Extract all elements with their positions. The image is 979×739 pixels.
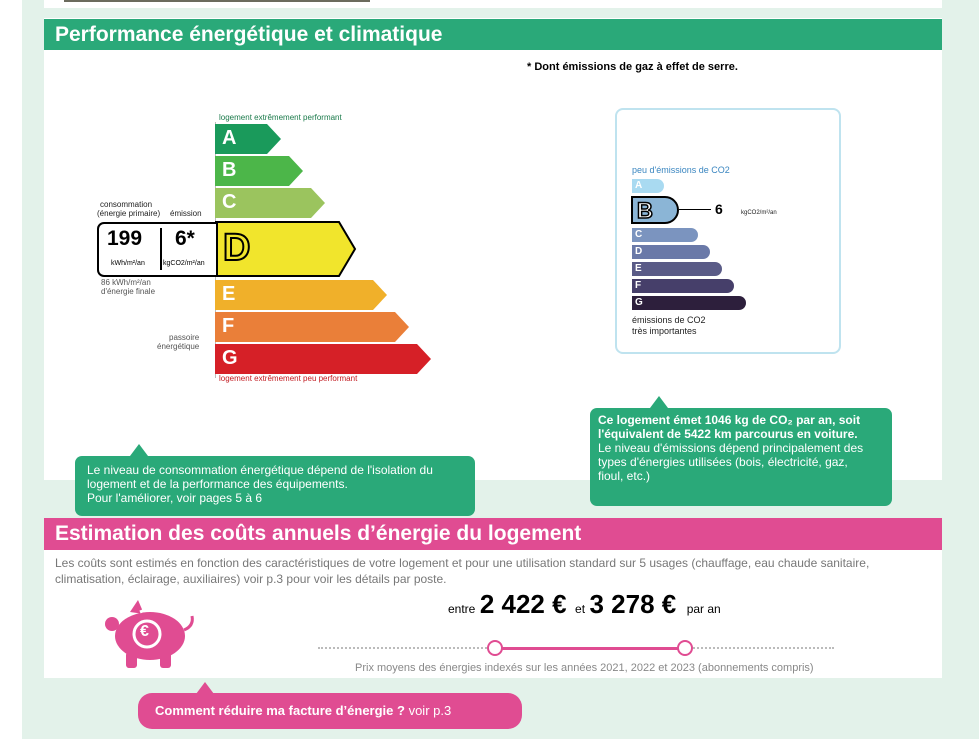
ges-class-b-letter: B [637,198,653,223]
euro-symbol: € [140,623,149,640]
ges-class-c [632,228,698,242]
dpe-top-label: logement extrêmement performant [219,113,342,122]
dpe-class-a-letter: A [222,127,237,149]
emissions-callout-line5: fioul, etc.) [598,469,651,483]
dpe-class-f [215,312,409,342]
prices-note: Prix moyens des énergies indexés sur les années 2021, 2022 et 2023 (abonnements compris) [355,662,814,674]
dpe-class-g-letter: G [222,347,238,369]
ges-class-a-letter: A [635,180,643,191]
dpe-bottom-label: logement extrêmement peu performant [219,374,358,383]
cost-range [448,589,721,620]
ges-class-a [632,179,664,193]
dpe-arrow-f [215,312,409,342]
cost-range-bar [495,647,685,650]
callout-pointer [130,444,148,456]
final-energy-line1: 86 kWh/m²/an [101,278,151,287]
per-year-label: par an [686,602,721,616]
high-cost-value: 3 278 € [589,589,677,619]
ges-class-e-letter: E [635,263,642,274]
emissions-callout [590,408,892,506]
reduce-bill-question: Comment réduire ma facture d’énergie ? [155,703,405,718]
ges-class-c-letter: C [635,229,643,240]
consumption-callout [75,456,475,516]
dpe-class-c [215,188,325,218]
emissions-callout-line4: types d'énergies utilisées (bois, électricité, gaz, [598,455,848,469]
reduce-bill-page-ref[interactable]: voir p.3 [408,703,452,718]
dpe-class-f-letter: F [222,315,235,337]
consumption-callout-line1: Le niveau de consommation énergétique dépend de l'isolation du [87,463,433,477]
consumption-callout-line3: Pour l'améliorer, voir pages 5 à 6 [87,491,263,505]
low-cost-value: 2 422 € [479,589,567,619]
ges-footnote: * Dont émissions de gaz à effet de serre. [527,61,738,73]
ges-top-label: peu d'émissions de CO2 [632,165,730,175]
ges-bottom-label-line2: très importantes [632,326,697,336]
ges-pointer-line [679,209,711,210]
cost-section-title: Estimation des coûts annuels d’énergie du logement [44,518,942,550]
dpe-class-e [215,280,387,310]
low-cost-marker [487,640,503,656]
consumption-label-line1: consommation [100,200,153,209]
emission-label: émission [170,209,202,218]
energy-cost-card [44,518,942,678]
ges-bottom-label-line1: émissions de CO2 [632,315,706,325]
dpe-class-c-letter: C [222,191,237,213]
dpe-class-e-letter: E [222,283,236,305]
ges-class-d [632,245,710,259]
consumption-label-line2: (énergie primaire) [97,209,161,218]
divider [64,0,370,2]
callout-pointer [196,682,214,694]
piggy-bank-svg [100,598,200,670]
value-separator [160,228,162,270]
ges-class-e [632,262,722,276]
dpe-class-b [215,156,303,186]
ges-class-b-current [631,196,679,224]
piggy-bank-icon [100,598,200,675]
ges-value: 6 [715,201,723,217]
consumption-callout-line2: logement et de la performance des équipements. [87,477,348,491]
dpe-class-d-letter: D [223,227,251,269]
final-energy-line2: d'énergie finale [101,287,156,296]
consumption-unit: kWh/m²/an [111,260,145,267]
ges-class-d-letter: D [635,246,643,257]
consumption-emission-box [97,222,218,277]
word-between: entre [448,602,476,616]
emissions-callout-line1: Ce logement émet 1046 kg de CO₂ par an, soit [598,413,861,427]
dpe-class-b-letter: B [222,159,237,181]
ges-class-f [632,279,734,293]
dpe-class-a [215,124,281,154]
passoire-label-line2: énergétique [157,342,200,351]
emission-unit: kgCO2/m²/an [163,260,205,267]
dpe-arrow-e [215,280,387,310]
ges-class-f-letter: F [635,280,642,291]
ges-unit: kgCO2/m²/an [741,210,777,216]
consumption-value: 199 [107,227,143,250]
emissions-callout-line2: l'équivalent de 5422 km parcourus en voiture. [598,427,858,441]
energy-section-title: Performance énergétique et climatique [44,19,942,50]
callout-pointer [650,396,668,408]
previous-section-bottom [44,0,942,8]
passoire-label-line1: passoire [169,333,200,342]
dpe-class-g [215,344,431,374]
reduce-bill-link[interactable] [138,693,522,729]
dpe-class-d-current [215,221,357,277]
word-and: et [575,602,586,616]
dpe-arrow-g [215,344,431,374]
emission-value: 6* [175,227,195,250]
emissions-callout-line3: Le niveau d'émissions dépend principalement des [598,441,864,455]
high-cost-marker [677,640,693,656]
ges-label-panel [615,108,841,354]
ges-class-g-letter: G [635,297,643,308]
cost-description: Les coûts sont estimés en fonction des caractéristiques de votre logement et pour une utilisation standard sur 5 usages (chauffage, eau chaude sanitaire, climatisation, éclairage, auxiliaires) voir p.3 pour voir les détails par poste. [55,556,870,586]
ges-class-g [632,296,746,310]
